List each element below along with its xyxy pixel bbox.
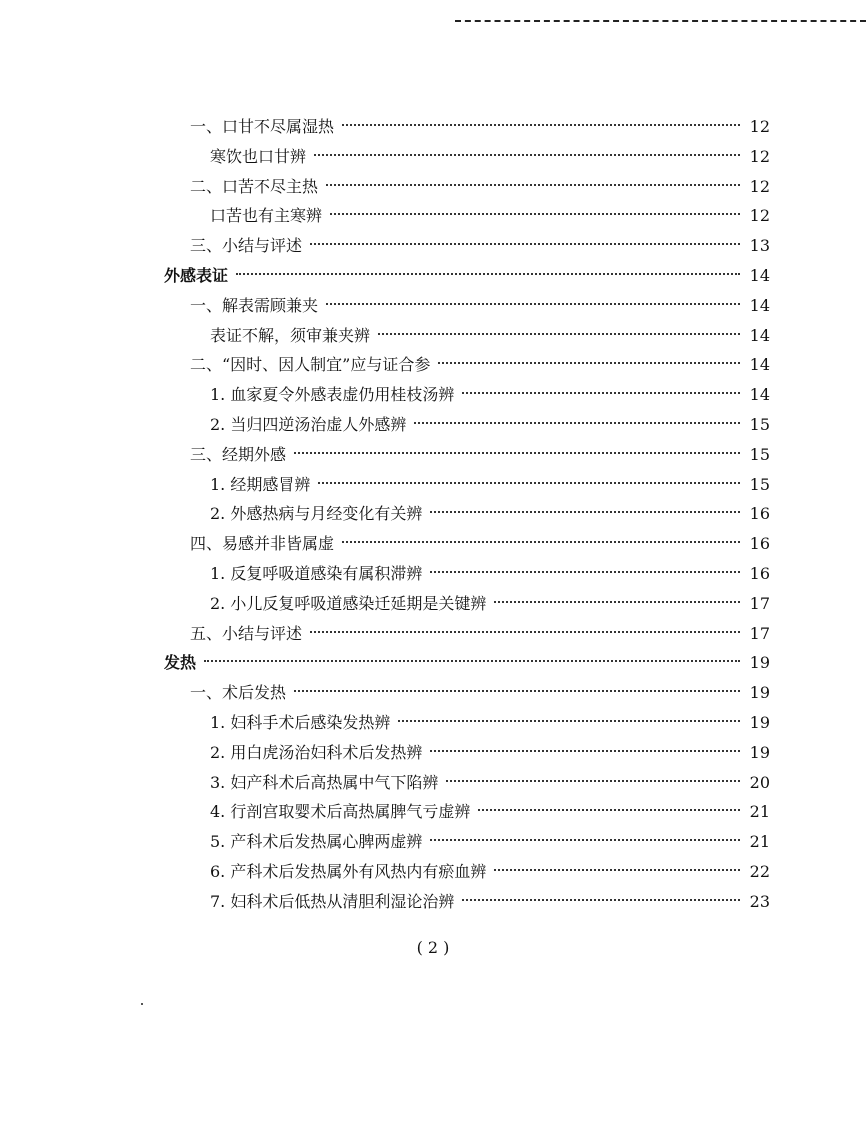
dot-leader xyxy=(330,213,740,215)
dot-leader xyxy=(478,809,740,811)
toc-entry-page: 16 xyxy=(749,534,770,554)
toc-entry-title: 四、易感并非皆属虚 xyxy=(190,534,335,554)
toc-subsection[interactable] xyxy=(164,742,770,772)
toc-entry-title: 外感表证 xyxy=(164,265,229,285)
header-dashed-rule xyxy=(455,20,866,22)
toc-entry-title: 7. 妇科术后低热从清胆利湿论治辨 xyxy=(210,891,455,911)
toc-entry-page: 19 xyxy=(749,742,770,762)
dot-leader xyxy=(494,601,740,603)
dot-leader xyxy=(414,422,740,424)
toc-entry-page: 17 xyxy=(749,623,770,643)
toc-entry-title: 一、解表需顾兼夹 xyxy=(190,295,319,315)
dot-leader xyxy=(314,154,740,156)
toc-section[interactable] xyxy=(164,533,770,563)
toc-entry-page: 21 xyxy=(749,802,770,822)
dot-leader xyxy=(430,511,740,513)
toc-entry-title: 口苦也有主寒辨 xyxy=(210,206,323,226)
toc-entry-page: 19 xyxy=(749,712,770,732)
dot-leader xyxy=(310,243,740,245)
toc-entry-page: 12 xyxy=(749,117,770,136)
toc-subsection[interactable] xyxy=(164,801,770,831)
toc-entry-page: 15 xyxy=(749,414,770,434)
page-number: ( 2 ) xyxy=(416,938,450,957)
toc-entry-title: 二、“因时、因人制宜”应与证合参 xyxy=(190,355,431,375)
toc-section[interactable] xyxy=(164,235,770,265)
toc-entry-page: 16 xyxy=(749,563,770,583)
toc-entry-title: 2. 小儿反复呼吸道感染迁延期是关键辨 xyxy=(210,593,487,613)
dot-leader xyxy=(378,333,740,335)
toc-entry-page: 19 xyxy=(749,683,770,703)
toc-entry-page: 17 xyxy=(749,593,770,613)
dot-leader xyxy=(326,303,740,305)
dot-leader xyxy=(294,690,740,692)
dot-leader xyxy=(326,184,740,186)
toc-entry-title: 1. 经期感冒辨 xyxy=(210,474,311,494)
toc-chapter[interactable] xyxy=(164,652,770,682)
dot-leader xyxy=(446,780,740,782)
toc-entry-page: 20 xyxy=(749,772,770,792)
toc-entry-title: 寒饮也口甘辨 xyxy=(210,146,307,166)
toc-entry-page: 19 xyxy=(749,653,770,673)
toc-subsection[interactable] xyxy=(164,563,770,593)
toc-entry-title: 1. 反复呼吸道感染有属积滞辨 xyxy=(210,563,423,583)
toc-entry-page: 16 xyxy=(749,504,770,524)
toc-subsection[interactable] xyxy=(164,474,770,504)
toc-entry-title: 五、小结与评述 xyxy=(190,623,303,643)
toc-subsection[interactable] xyxy=(164,891,770,921)
dot-leader xyxy=(342,124,740,126)
toc-subsection[interactable] xyxy=(164,384,770,414)
dot-leader xyxy=(342,541,740,543)
toc-entry-page: 14 xyxy=(749,295,770,315)
toc-entry-page: 12 xyxy=(749,176,770,196)
toc-subsection[interactable] xyxy=(164,712,770,742)
toc-entry-page: 21 xyxy=(749,832,770,852)
dot-leader xyxy=(294,452,740,454)
toc-section[interactable] xyxy=(164,444,770,474)
toc-entry-title: 1. 血家夏令外感表虚仍用桂枝汤辨 xyxy=(210,385,455,405)
toc-subsection[interactable] xyxy=(164,146,770,176)
toc-entry-page: 14 xyxy=(749,355,770,375)
toc-entry-title: 三、小结与评述 xyxy=(190,236,303,256)
toc-entry-title: 1. 妇科手术后感染发热辨 xyxy=(210,712,391,732)
toc-entry-page: 12 xyxy=(749,146,770,166)
toc-entry-title: 5. 产科术后发热属心脾两虚辨 xyxy=(210,832,423,852)
dot-leader xyxy=(438,362,740,364)
toc-entry-page: 15 xyxy=(749,444,770,464)
dot-leader xyxy=(398,720,740,722)
toc-subsection[interactable] xyxy=(164,772,770,802)
toc-entry-title: 二、口苦不尽主热 xyxy=(190,176,319,196)
toc-section[interactable] xyxy=(164,295,770,325)
toc-section[interactable] xyxy=(164,176,770,206)
toc-entry-title: 2. 用白虎汤治妇科术后发热辨 xyxy=(210,742,423,762)
dot-leader xyxy=(318,482,740,484)
dot-leader xyxy=(494,869,740,871)
dot-leader xyxy=(462,392,740,394)
table-of-contents xyxy=(164,116,770,921)
toc-subsection[interactable] xyxy=(164,325,770,355)
toc-entry-title: 2. 外感热病与月经变化有关辨 xyxy=(210,504,423,524)
dot-leader xyxy=(204,660,740,662)
toc-chapter[interactable] xyxy=(164,265,770,295)
toc-entry-page: 22 xyxy=(749,861,770,881)
toc-entry-title: 三、经期外感 xyxy=(190,444,287,464)
dot-leader xyxy=(430,571,740,573)
toc-entry-title: 表证不解，须审兼夹辨 xyxy=(210,325,371,345)
toc-subsection[interactable] xyxy=(164,503,770,533)
toc-entry-title: 3. 妇产科术后高热属中气下陷辨 xyxy=(210,772,439,792)
scan-speck xyxy=(141,1003,143,1005)
toc-entry-page: 14 xyxy=(749,265,770,285)
toc-entry-page: 23 xyxy=(749,891,770,911)
toc-section[interactable] xyxy=(164,682,770,712)
toc-section[interactable] xyxy=(164,354,770,384)
toc-entry-page: 14 xyxy=(749,385,770,405)
dot-leader xyxy=(462,899,740,901)
toc-subsection[interactable] xyxy=(164,593,770,623)
toc-entry-title: 4. 行剖宫取婴术后高热属脾气亏虚辨 xyxy=(210,802,471,822)
toc-subsection[interactable] xyxy=(164,205,770,235)
toc-entry-title: 2. 当归四逆汤治虚人外感辨 xyxy=(210,414,407,434)
dot-leader xyxy=(430,750,740,752)
toc-entry-title: 发热 xyxy=(164,653,197,673)
toc-section[interactable] xyxy=(164,623,770,653)
toc-entry-page: 15 xyxy=(749,474,770,494)
toc-subsection[interactable] xyxy=(164,414,770,444)
toc-entry-title: 6. 产科术后发热属外有风热内有瘀血辨 xyxy=(210,861,487,881)
dot-leader xyxy=(310,631,740,633)
dot-leader xyxy=(236,273,740,275)
toc-subsection[interactable] xyxy=(164,861,770,891)
toc-subsection[interactable] xyxy=(164,831,770,861)
toc-entry-page: 14 xyxy=(749,325,770,345)
toc-entry-title: 一、口甘不尽属湿热 xyxy=(190,117,335,136)
toc-entry-page: 13 xyxy=(749,236,770,256)
dot-leader xyxy=(430,839,740,841)
toc-entry-title: 一、术后发热 xyxy=(190,683,287,703)
toc-section[interactable] xyxy=(164,116,770,146)
toc-entry-page: 12 xyxy=(749,206,770,226)
